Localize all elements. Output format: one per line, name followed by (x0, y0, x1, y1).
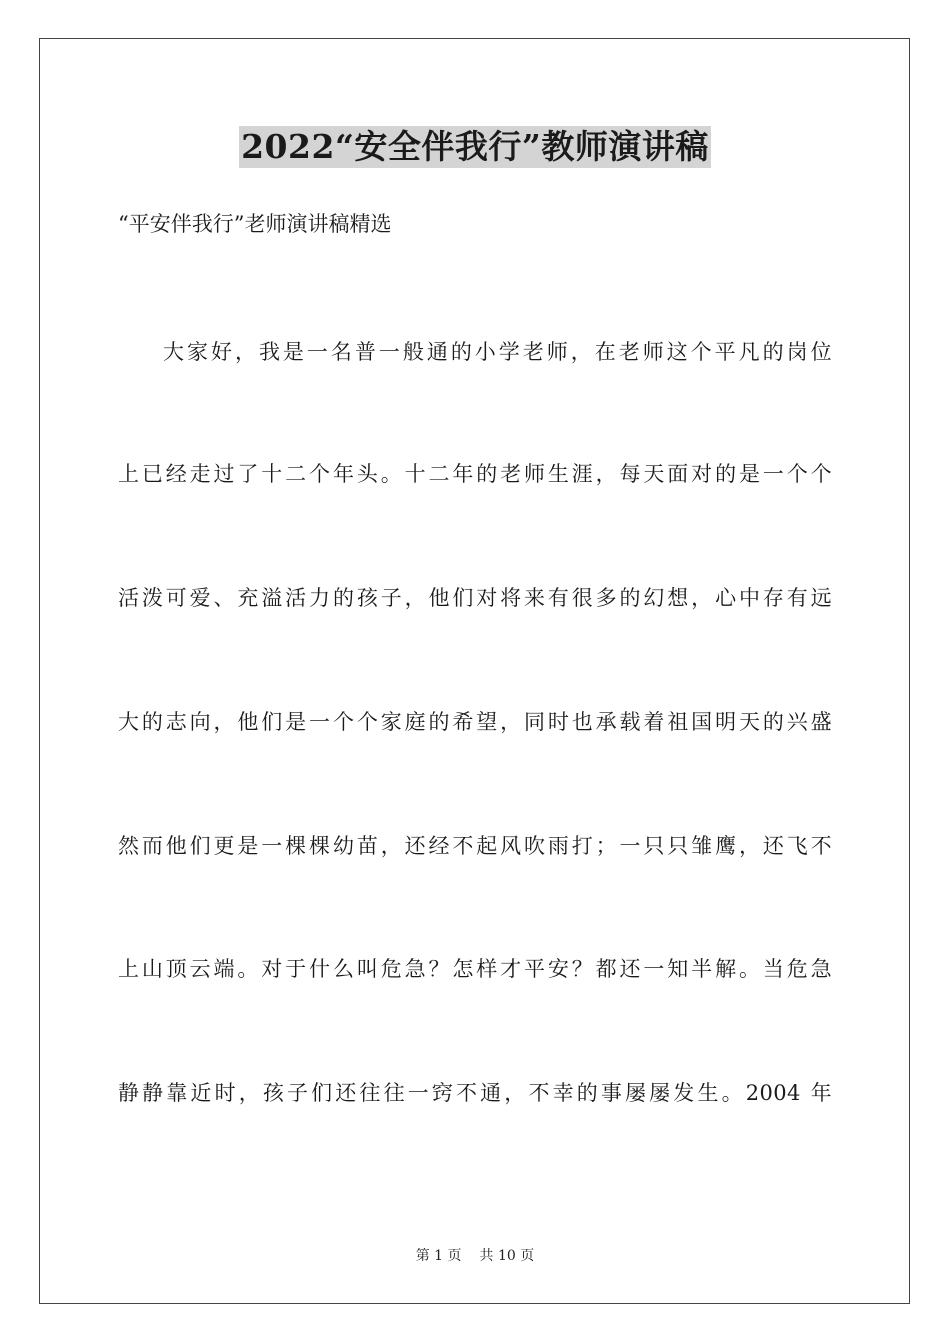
paragraph-line: 静静靠近时，孩子们还往往一窍不通，不幸的事屡屡发生。2004 年 (118, 1081, 832, 1105)
page-total: 共 10 页 (479, 1248, 535, 1264)
document-title: 2022“安全伴我行”教师演讲稿 (241, 127, 709, 166)
title-container (0, 126, 950, 168)
paragraph-line: 大家好，我是一名普一般通的小学老师，在老师这个平凡的岗位 (163, 340, 832, 364)
page-number: 第 1 页 (415, 1248, 462, 1264)
paragraph-line: 上已经走过了十二个年头。十二年的老师生涯，每天面对的是一个个 (118, 462, 832, 486)
paragraph-line: 大的志向，他们是一个个家庭的希望，同时也承载着祖国明天的兴盛 (118, 710, 832, 734)
page-footer (0, 1246, 950, 1266)
paragraph-line: 然而他们更是一棵棵幼苗，还经不起风吹雨打；一只只雏鹰，还飞不 (118, 834, 832, 858)
document-subtitle: “平安伴我行”老师演讲稿精选 (118, 212, 392, 236)
paragraph-line: 活泼可爱、充溢活力的孩子，他们对将来有很多的幻想，心中存有远 (118, 586, 832, 610)
paragraph-line: 上山顶云端。对于什么叫危急？怎样才平安？都还一知半解。当危急 (118, 957, 832, 981)
